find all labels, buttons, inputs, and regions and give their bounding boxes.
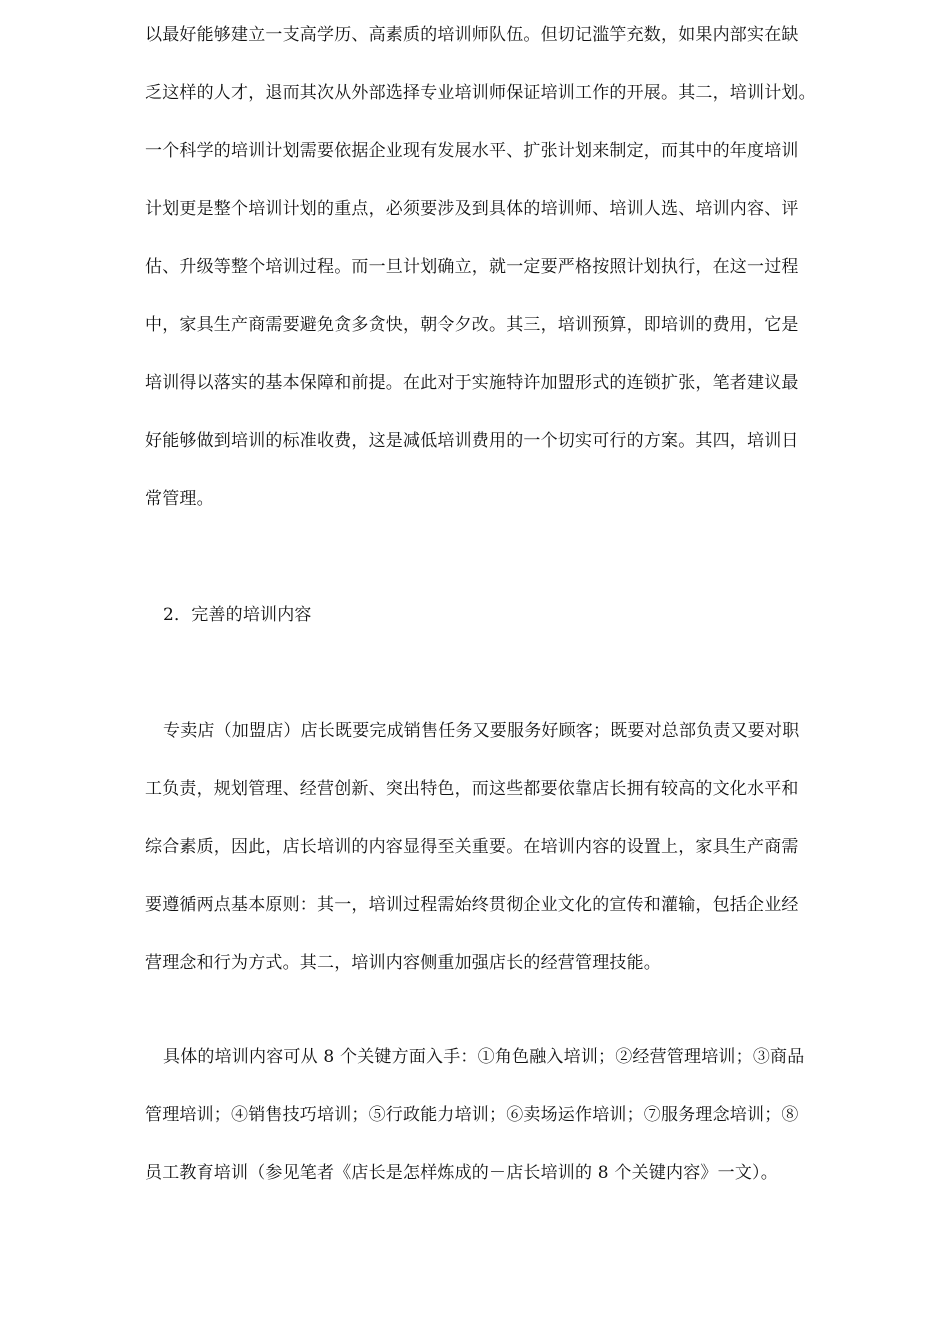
paragraph-1-line-8: 好能够做到培训的标准收费，这是减低培训费用的一个切实可行的方案。其四，培训日 [145,431,799,451]
section-heading: 2．完善的培训内容 [163,605,312,625]
paragraph-2-line-1: 专卖店（加盟店）店长既要完成销售任务又要服务好顾客；既要对总部负责又要对职 [163,721,800,741]
paragraph-3-line-2: 管理培训；④销售技巧培训；⑤行政能力培训；⑥卖场运作培训；⑦服务理念培训；⑧ [145,1105,799,1125]
paragraph-1-line-3: 一个科学的培训计划需要依据企业现有发展水平、扩张计划来制定，而其中的年度培训 [145,141,799,161]
paragraph-1-line-2: 乏这样的人才，退而其次从外部选择专业培训师保证培训工作的开展。其二，培训计划。 [145,83,816,103]
paragraph-1-line-7: 培训得以落实的基本保障和前提。在此对于实施特许加盟形式的连锁扩张，笔者建议最 [145,373,799,393]
paragraph-2-line-5: 营理念和行为方式。其二，培训内容侧重加强店长的经营管理技能。 [145,953,661,973]
paragraph-1-line-5: 估、升级等整个培训过程。而一旦计划确立，就一定要严格按照计划执行，在这一过程 [145,257,799,277]
paragraph-3-line-3: 员工教育培训（参见笔者《店长是怎样炼成的－店长培训的 8 个关键内容》一文）。 [145,1163,778,1183]
paragraph-1-line-1: 以最好能够建立一支高学历、高素质的培训师队伍。但切记滥竽充数，如果内部实在缺 [145,25,799,45]
paragraph-1-line-9: 常管理。 [145,489,214,509]
paragraph-2-line-3: 综合素质，因此，店长培训的内容显得至关重要。在培训内容的设置上，家具生产商需 [145,837,799,857]
paragraph-2-line-2: 工负责，规划管理、经营创新、突出特色，而这些都要依靠店长拥有较高的文化水平和 [145,779,799,799]
paragraph-1-line-4: 计划更是整个培训计划的重点，必须要涉及到具体的培训师、培训人选、培训内容、评 [145,199,799,219]
paragraph-1-line-6: 中，家具生产商需要避免贪多贪快，朝令夕改。其三，培训预算，即培训的费用，它是 [145,315,799,335]
paragraph-2-line-4: 要遵循两点基本原则：其一，培训过程需始终贯彻企业文化的宣传和灌输，包括企业经 [145,895,799,915]
paragraph-3-line-1: 具体的培训内容可从 8 个关键方面入手：①角色融入培训；②经营管理培训；③商品 [163,1047,805,1067]
